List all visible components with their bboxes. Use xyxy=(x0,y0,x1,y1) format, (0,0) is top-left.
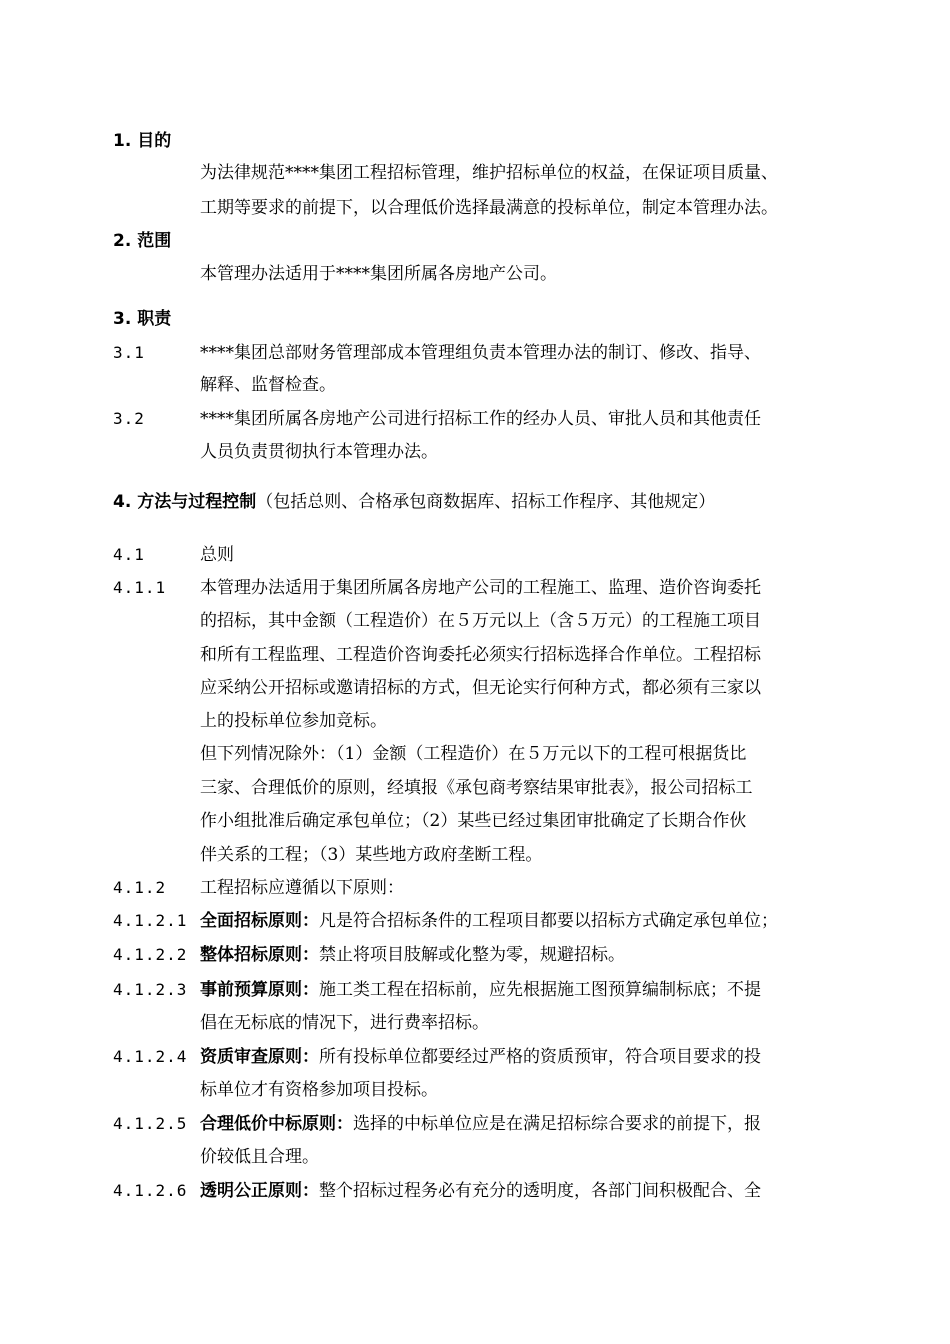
principle-4-text: 所有投标单位都要经过严格的资质预审，符合项目要求的投 xyxy=(319,1047,761,1067)
item-4-1-2-text: 工程招标应遵循以下原则： xyxy=(200,878,404,898)
principle-3-text: 施工类工程在招标前，应先根据施工图预算编制标底；不提 xyxy=(319,980,761,1000)
item-4-1-1-line-9: 伴关系的工程；（3）某些地方政府垄断工程。 xyxy=(200,845,543,865)
item-4-1-1-line-3: 和所有工程监理、工程造价咨询委托必须实行招标选择合作单位。工程招标 xyxy=(200,645,761,665)
principle-5-line-1 xyxy=(200,1113,761,1135)
principle-4-line-1 xyxy=(200,1046,761,1068)
item-4-1-1-line-4: 应采纳公开招标或邀请招标的方式，但无论实行何种方式，都必须有三家以 xyxy=(200,678,761,698)
item-4-1-text: 总则 xyxy=(200,545,234,565)
section-1-heading: 1. 目的 xyxy=(113,131,172,151)
principle-1-line-1 xyxy=(200,910,778,932)
principle-2-number: 4.1.2.2 xyxy=(113,945,188,964)
principle-5-text: 选择的中标单位应是在满足招标综合要求的前提下，报 xyxy=(353,1114,761,1134)
item-4-1-1-line-5: 上的投标单位参加竞标。 xyxy=(200,711,387,731)
principle-6-text: 整个招标过程务必有充分的透明度，各部门间积极配合、全 xyxy=(319,1181,761,1201)
section-2-line-1: 本管理办法适用于****集团所属各房地产公司。 xyxy=(200,264,557,284)
section-3-heading: 3. 职责 xyxy=(113,309,172,329)
section-4-heading: 4. 方法与过程控制 xyxy=(113,492,257,512)
principle-5-title: 合理低价中标原则： xyxy=(200,1114,353,1134)
principle-3-number: 4.1.2.3 xyxy=(113,980,188,999)
item-3-2-number: 3.2 xyxy=(113,409,145,428)
item-4-1-1-line-2: 的招标，其中金额（工程造价）在５万元以上（含５万元）的工程施工项目 xyxy=(200,611,761,631)
principle-6-line-1 xyxy=(200,1180,761,1202)
item-3-1-line-2: 解释、监督检查。 xyxy=(200,375,336,395)
item-4-1-number: 4.1 xyxy=(113,545,145,564)
principle-2-text: 禁止将项目肢解或化整为零，规避招标。 xyxy=(319,945,625,965)
item-4-1-1-line-1: 本管理办法适用于集团所属各房地产公司的工程施工、监理、造价咨询委托 xyxy=(200,578,761,598)
principle-3-line-1 xyxy=(200,979,761,1001)
principle-1-text: 凡是符合招标条件的工程项目都要以招标方式确定承包单位； xyxy=(319,911,778,931)
section-2-heading: 2. 范围 xyxy=(113,231,172,251)
item-3-1-number: 3.1 xyxy=(113,343,145,362)
item-4-1-1-line-8: 作小组批准后确定承包单位；（2）某些已经过集团审批确定了长期合作伙 xyxy=(200,811,747,831)
item-4-1-2-number: 4.1.2 xyxy=(113,878,167,897)
principle-6-number: 4.1.2.6 xyxy=(113,1181,188,1200)
item-3-2-line-1: ****集团所属各房地产公司进行招标工作的经办人员、审批人员和其他责任 xyxy=(200,409,761,429)
principle-4-number: 4.1.2.4 xyxy=(113,1047,188,1066)
principle-1-title: 全面招标原则： xyxy=(200,911,319,931)
item-4-1-1-line-7: 三家、合理低价的原则，经填报《承包商考察结果审批表》，报公司招标工 xyxy=(200,778,753,798)
item-3-2-line-2: 人员负责贯彻执行本管理办法。 xyxy=(200,442,438,462)
section-1-line-2: 工期等要求的前提下，以合理低价选择最满意的投标单位，制定本管理办法。 xyxy=(200,198,778,218)
principle-3-line-2: 倡在无标底的情况下，进行费率招标。 xyxy=(200,1013,489,1033)
principle-2-line-1 xyxy=(200,944,625,966)
principle-4-title: 资质审查原则： xyxy=(200,1047,319,1067)
principle-5-line-2: 价较低且合理。 xyxy=(200,1147,319,1167)
principle-6-title: 透明公正原则： xyxy=(200,1181,319,1201)
principle-2-title: 整体招标原则： xyxy=(200,945,319,965)
section-4-heading-line xyxy=(113,491,715,513)
principle-5-number: 4.1.2.5 xyxy=(113,1114,188,1133)
principle-1-number: 4.1.2.1 xyxy=(113,911,188,930)
section-1-line-1: 为法律规范****集团工程招标管理，维护招标单位的权益，在保证项目质量、 xyxy=(200,163,778,183)
item-4-1-1-line-6: 但下列情况除外：（1）金额（工程造价）在５万元以下的工程可根据货比 xyxy=(200,744,747,764)
principle-4-line-2: 标单位才有资格参加项目投标。 xyxy=(200,1080,438,1100)
item-4-1-1-number: 4.1.1 xyxy=(113,578,167,597)
item-3-1-line-1: ****集团总部财务管理部成本管理组负责本管理办法的制订、修改、指导、 xyxy=(200,343,761,363)
principle-3-title: 事前预算原则： xyxy=(200,980,319,1000)
section-4-heading-note: （包括总则、合格承包商数据库、招标工作程序、其他规定） xyxy=(256,492,716,512)
